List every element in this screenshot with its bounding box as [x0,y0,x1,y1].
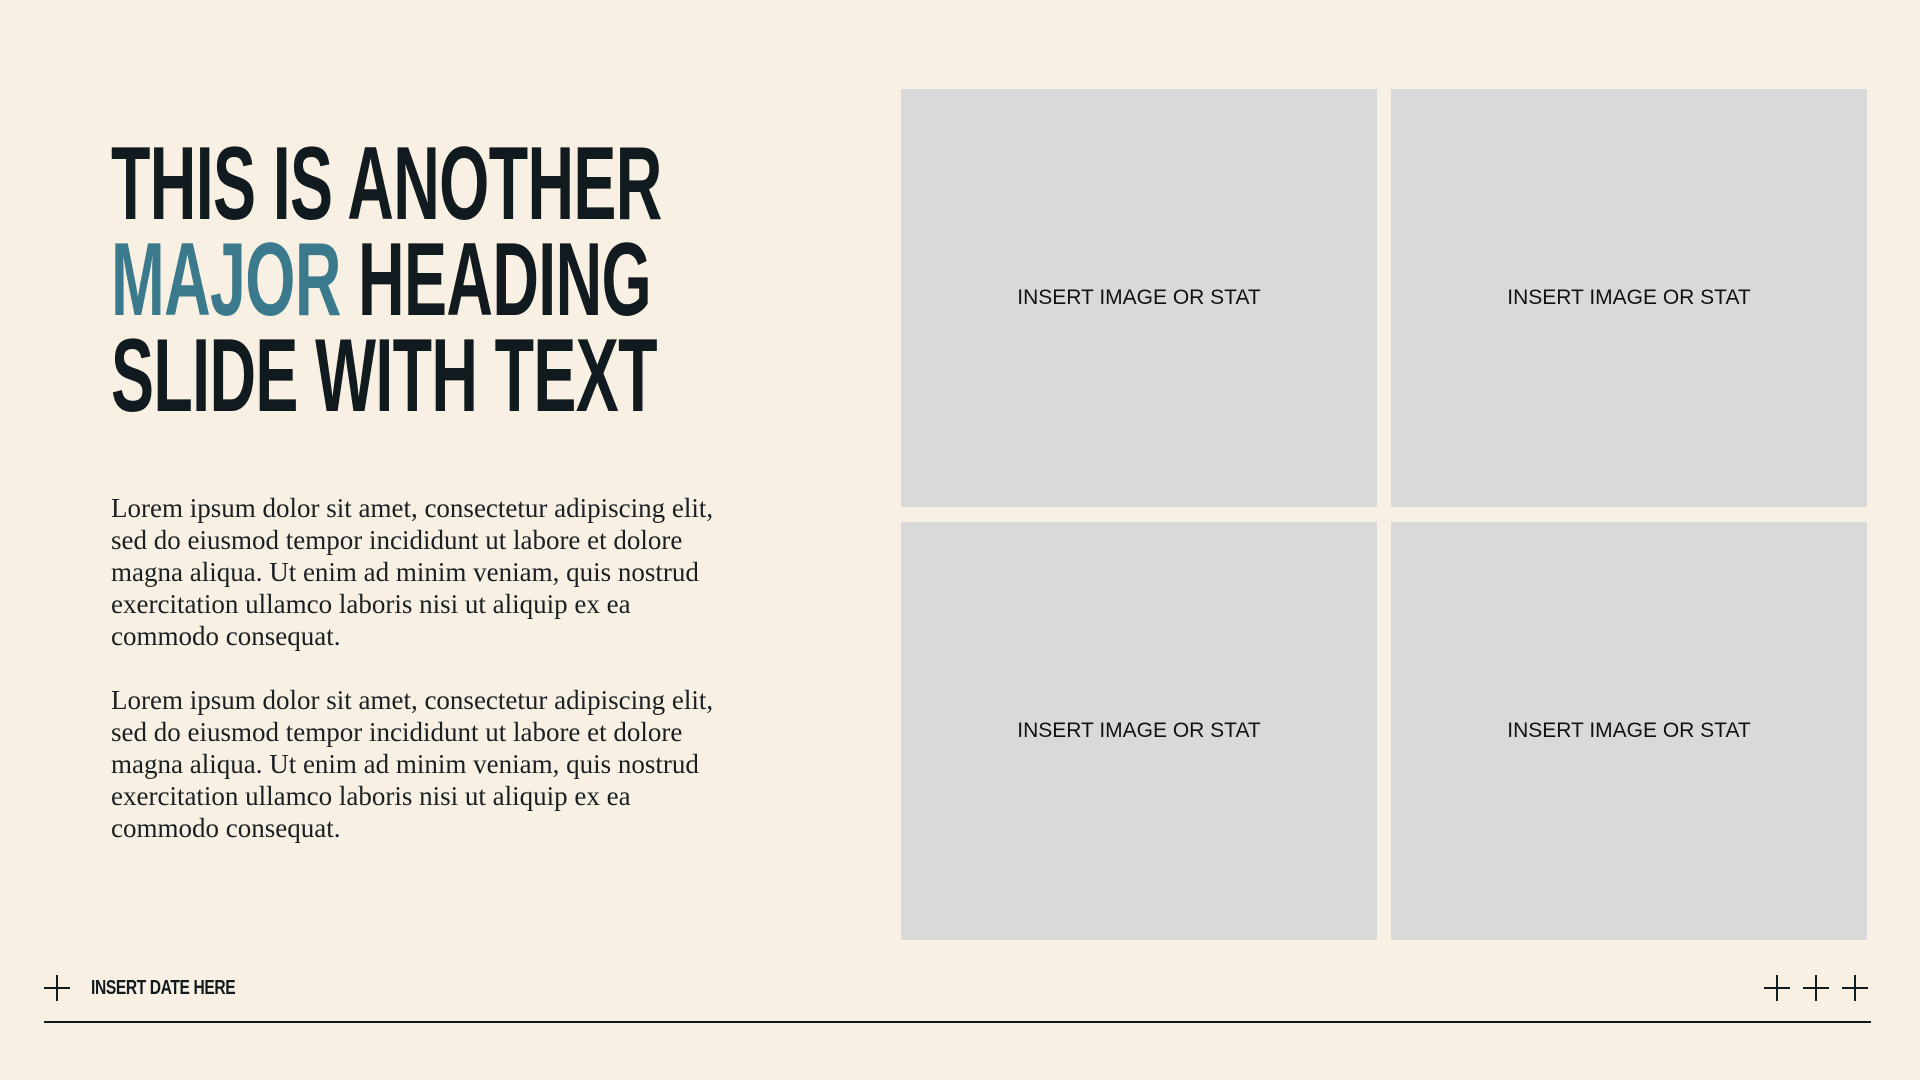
heading-accent-word: MAJOR [111,222,341,338]
footer-divider [44,1021,1871,1023]
plus-icon [1842,975,1868,1001]
body-text [111,492,731,876]
placeholder-label: INSERT IMAGE OR STAT [1017,719,1261,742]
heading-line-2 [111,222,652,338]
body-paragraph-1: Lorem ipsum dolor sit amet, consectetur adipiscing elit, sed do eiusmod tempor incididunt ut labore et dolore magna aliqua. Ut enim ad minim veniam, quis nostrud exercitation ullamco laboris nisi ut aliquip ex ea commodo consequat. [111,493,714,651]
body-paragraph-2: Lorem ipsum dolor sit amet, consectetur adipiscing elit, sed do eiusmod tempor incididunt ut labore et dolore magna aliqua. Ut enim ad minim veniam, quis nostrud exercitation ullamco laboris nisi ut aliquip ex ea commodo consequat. [111,685,714,843]
footer-date: INSERT DATE HERE [91,977,236,999]
placeholder-label: INSERT IMAGE OR STAT [1507,286,1751,309]
placeholder-label: INSERT IMAGE OR STAT [1017,286,1261,309]
plus-icon [1764,975,1790,1001]
heading-line-3: SLIDE WITH TEXT [111,318,657,434]
placeholder-label: INSERT IMAGE OR STAT [1507,719,1751,742]
image-placeholder-4[interactable] [1391,522,1867,940]
heading-line-2-rest: HEADING [340,222,652,338]
image-placeholder-2[interactable] [1391,89,1867,507]
image-placeholder-3[interactable] [901,522,1377,940]
plus-icon [44,975,70,1001]
slide-heading [111,126,751,434]
image-placeholder-1[interactable] [901,89,1377,507]
heading-line-1: THIS IS ANOTHER [111,126,662,242]
plus-icon [1803,975,1829,1001]
